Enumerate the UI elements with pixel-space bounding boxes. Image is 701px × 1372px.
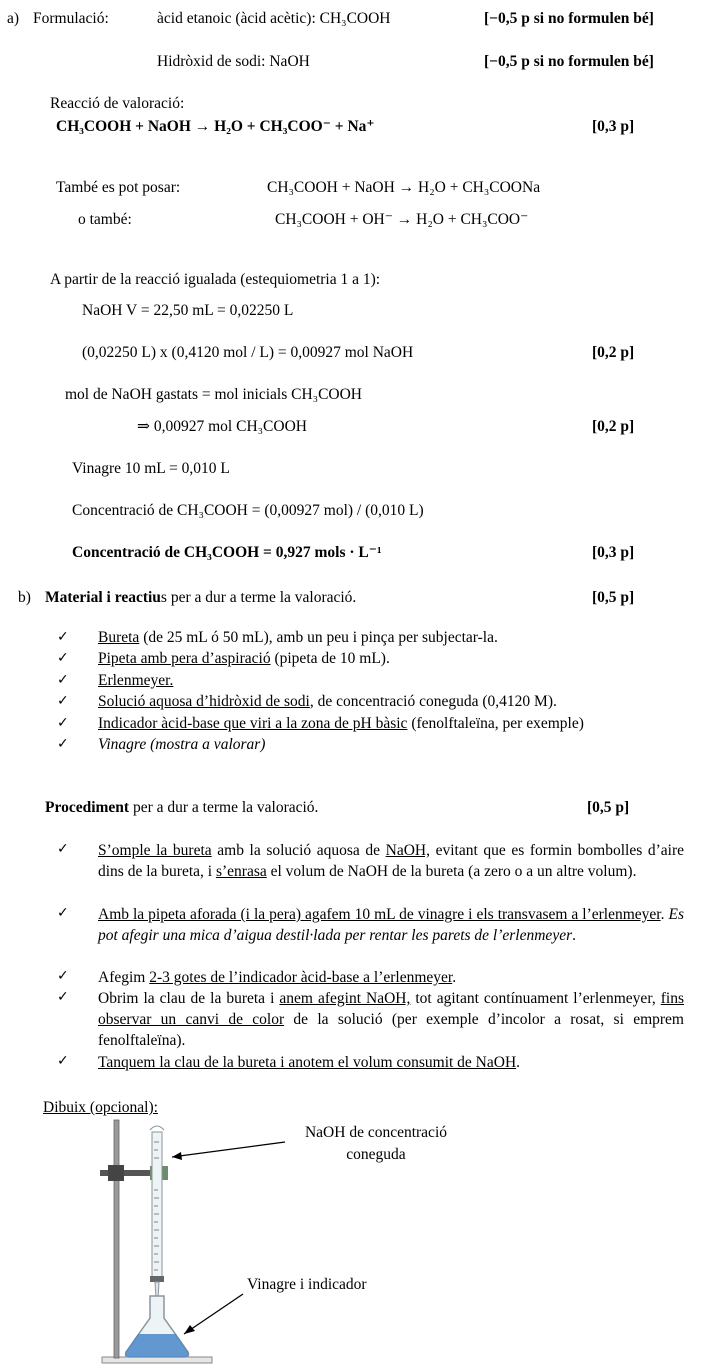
item-underlined: Bureta [98, 629, 140, 646]
step-text: anem afegint NaOH, [279, 990, 411, 1007]
step-text: . [572, 927, 576, 944]
mol-acid-points: [0,2 p] [592, 418, 635, 435]
step-text: el volum de NaOH de la bureta (a zero o a un altre volum). [266, 863, 637, 880]
vinegar-volume: Vinagre 10 mL = 0,010 L [72, 460, 230, 477]
item-underlined: Pipeta amb pera d’aspiració [98, 650, 271, 667]
alt1-equation: CH₃COOH + NaOH → H₂O + CH₃COONa [267, 179, 541, 196]
titration-drawing [0, 1112, 701, 1372]
arrow-flask [184, 1294, 243, 1334]
step-text: Amb la pipeta aforada (i la pera) agafem 10 mL de vinagre i els transvasem a l’erlenmeyer [98, 906, 661, 923]
procedure-heading [45, 798, 318, 817]
item-rest: (de 25 mL ó 50 mL), amb un peu i pinça per subjectar-la. [139, 629, 498, 646]
step-text: Afegim [98, 969, 150, 986]
procedure-heading-rest: per a dur a terme la valoració. [129, 799, 319, 816]
check-icon: ✓ [57, 905, 69, 921]
list-item [98, 714, 584, 733]
check-icon: ✓ [57, 736, 69, 752]
concentration-result: Concentració de CH₃COOH = 0,927 mols · L⁻¹ [72, 544, 382, 561]
check-icon: ✓ [57, 1053, 69, 1069]
check-icon: ✓ [57, 629, 69, 645]
procedure-step-5 [98, 1052, 684, 1073]
list-item [98, 692, 557, 711]
check-icon: ✓ [57, 672, 69, 688]
step-text: de la solució (per exemple d’incolor a rosat, si emprem fenolftaleïna). [98, 1011, 684, 1049]
mol-calculation: (0,02250 L) x (0,4120 mol / L) = 0,00927 mol NaOH [82, 344, 414, 361]
step-text: . [452, 969, 457, 986]
step-text: Obrim la clau de la bureta i [98, 990, 280, 1007]
reaction-equation: CH₃COOH + NaOH → H₂O + CH₃COO⁻ + Na⁺ [56, 118, 375, 135]
reaction-title: Reacció de valoració: [50, 95, 185, 112]
step-text: Es pot afegir una mica d’aigua destil·lada per rentar les parets de l’erlenmeyer [98, 906, 684, 944]
check-icon: ✓ [57, 715, 69, 731]
concentration-calc: Concentració de CH₃COOH = (0,00927 mol) / (0,010 L) [72, 502, 424, 519]
step-text: s’enrasa [215, 863, 267, 880]
item-underlined: Indicador àcid-base que viri a la zona de pH bàsic [98, 715, 408, 732]
list-item [98, 671, 173, 690]
check-icon: ✓ [57, 841, 69, 857]
procedure-step-1 [98, 840, 684, 882]
penalty-acid: [−0,5 p si no formulen bé] [484, 10, 654, 27]
procedure-points: [0,5 p] [587, 799, 630, 816]
penalty-base: [−0,5 p si no formulen bé] [484, 53, 654, 70]
procedure-step-4 [98, 988, 684, 1051]
step-text: evitant que es formin bombolles d’aire dins de la bureta, i [98, 842, 684, 880]
check-icon: ✓ [57, 650, 69, 666]
reaction-points: [0,3 p] [592, 118, 635, 135]
mol-acid: ⇒ 0,00927 mol CH₃COOH [137, 418, 307, 435]
arrow-head-icon [184, 1325, 195, 1334]
material-heading-rest: s per a dur a terme la valoració. [160, 589, 357, 606]
arrow-head-icon [172, 1152, 182, 1160]
burette-label-line1: NaOH de concentració [304, 1124, 448, 1141]
arrow-burette [172, 1142, 285, 1157]
mol-calc-points: [0,2 p] [592, 344, 635, 361]
formulation-label: Formulació: [33, 10, 109, 27]
stand-rod [114, 1120, 119, 1358]
alt2-label: o també: [78, 211, 132, 228]
alt2-equation: CH₃COOH + OH⁻ → H₂O + CH₃COO⁻ [275, 211, 529, 228]
step-text: S’omple la bureta [98, 842, 212, 859]
step-text: fins observar un canvi de color [98, 990, 684, 1028]
flask-liquid [126, 1334, 189, 1357]
procedure-heading-bold: Procediment [45, 799, 130, 816]
check-icon: ✓ [57, 693, 69, 709]
burette-label-line2: coneguda [346, 1146, 406, 1163]
material-heading [45, 588, 356, 607]
step-text: . [516, 1054, 521, 1071]
stopcock [150, 1276, 164, 1282]
stoichiometry-line: A partir de la reacció igualada (estequiometria 1 a 1): [50, 271, 381, 288]
step-text: NaOH, [385, 842, 430, 859]
procedure-step-2 [98, 904, 684, 946]
mol-equality: mol de NaOH gastats = mol inicials CH₃COOH [65, 386, 362, 403]
material-points: [0,5 p] [592, 589, 635, 606]
list-item [98, 649, 390, 668]
item-rest: (pipeta de 10 mL). [270, 650, 390, 667]
burette-top [150, 1126, 164, 1130]
procedure-step-3 [98, 967, 684, 988]
burette [152, 1132, 162, 1278]
flask-label: Vinagre i indicador [247, 1276, 367, 1293]
step-text: tot agitant contínuament l’erlenmeyer, [410, 990, 661, 1007]
list-item: Vinagre (mostra a valorar) [98, 736, 266, 753]
material-heading-bold: Material i reactiu [45, 589, 161, 606]
item-rest: , de concentració coneguda (0,4120 M). [309, 693, 557, 710]
step-text: Tanquem la clau de la bureta i anotem el volum consumit de NaOH [98, 1054, 517, 1071]
base-formula: Hidròxid de sodi: NaOH [157, 53, 310, 70]
naoh-volume: NaOH V = 22,50 mL = 0,02250 L [82, 302, 294, 319]
drawing-title: Dibuix (opcional): [43, 1099, 158, 1116]
item-underlined: Solució aquosa d’hidròxid de sodi [98, 693, 310, 710]
part-b-label: b) [18, 589, 31, 606]
acid-formula: àcid etanoic (àcid acètic): CH₃COOH [157, 10, 391, 27]
concentration-points: [0,3 p] [592, 544, 635, 561]
step-text: 2-3 gotes de l’indicador àcid-base a l’erlenmeyer [149, 969, 453, 986]
step-text: . [660, 906, 669, 923]
step-text: amb la solució aquosa de [211, 842, 386, 859]
check-icon: ✓ [57, 968, 69, 984]
alt1-label: També es pot posar: [56, 179, 181, 196]
item-underlined: Erlenmeyer. [98, 672, 174, 689]
clamp-boss [108, 1165, 124, 1181]
check-icon: ✓ [57, 989, 69, 1005]
part-a-label: a) [7, 10, 20, 27]
item-rest: (fenolftaleïna, per exemple) [407, 715, 584, 732]
list-item [98, 628, 498, 647]
